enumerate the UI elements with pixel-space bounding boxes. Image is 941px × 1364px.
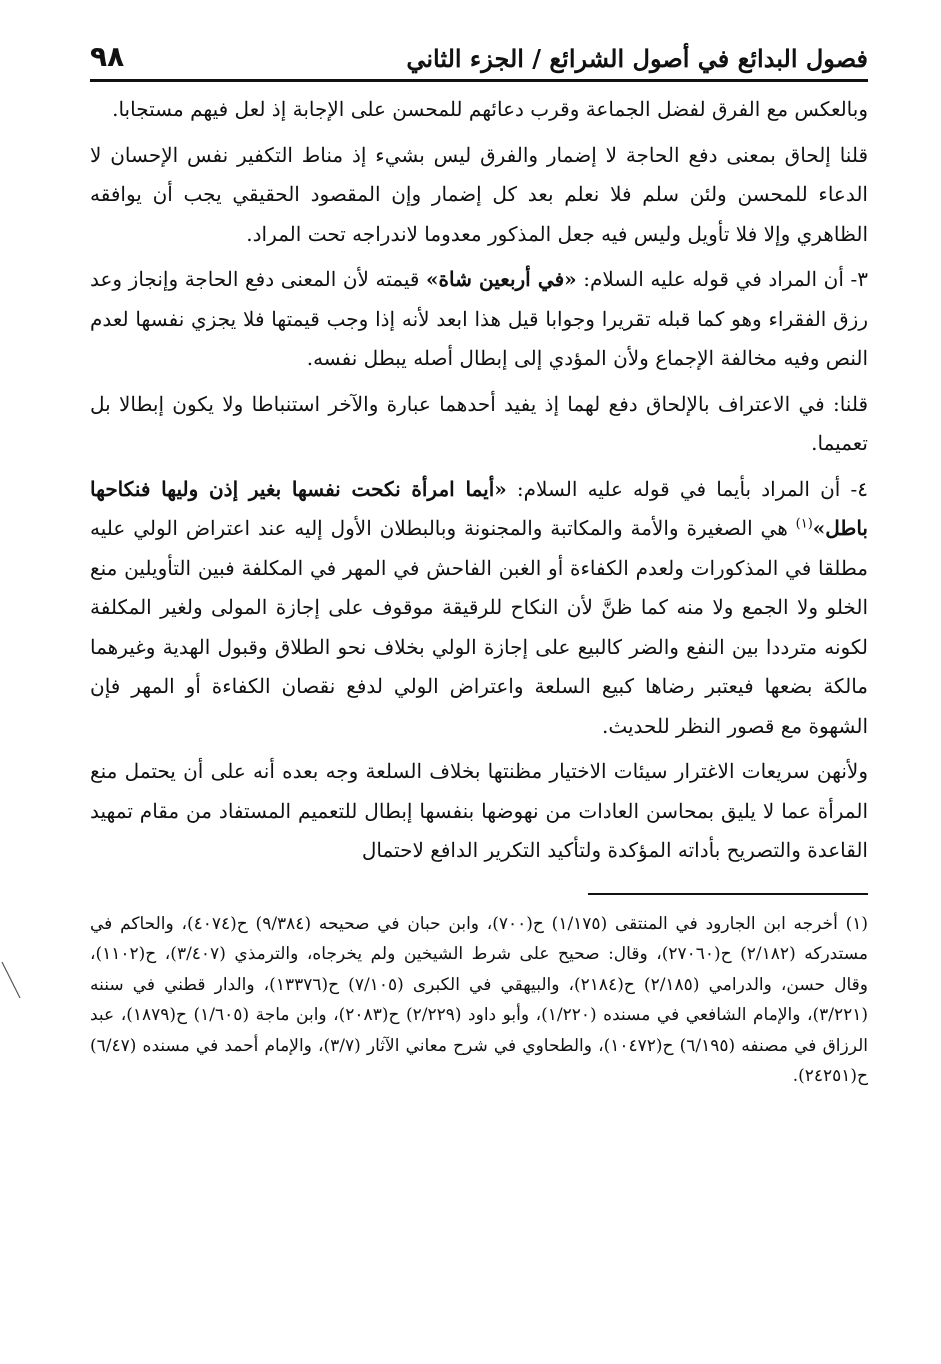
scan-edge-mark [0,960,24,1000]
footnote-ref: (١) [795,516,813,532]
main-text [90,90,868,871]
paragraph-3-rest: قيمته لأن المعنى دفع الحاجة وإنجاز وعد رزق الفقراء وهو كما قبله تقريرا وجوابا قيل هذا ابعد لأنه إذا وجب قيمتها فلا يجزي نفسها لعدم النص وفيه مخالفة الإجماع ولأن المؤدي إلى إبطال أصله يبطل نفسه. [90,267,868,370]
footnotes [90,909,868,1092]
paragraph-1: وبالعكس مع الفرق لفضل الجماعة وقرب دعائهم للمحسن على الإجابة إذ لعل فيهم مستجابا. [112,97,868,121]
footnote-divider [588,893,868,895]
page-number: ٩٨ [90,40,125,73]
book-page [90,28,868,1092]
hadith-quote-2: «أيما امرأة نكحت نفسها بغير إذن وليها فنكاحها باطل» [90,476,868,540]
paragraph-5-lead: ٤- أن المراد بأيما في قوله عليه السلام: [506,476,868,501]
running-title: فصول البدائع في أصول الشرائع / الجزء الثاني [406,44,868,73]
hadith-quote-1: «في أربعين شاة» [426,267,577,291]
page-header [90,28,868,82]
paragraph-5 [90,470,868,747]
paragraph-3 [90,260,868,379]
paragraph-5-rest: هي الصغيرة والأمة والمكاتبة والمجنونة وبالبطلان الأول إليه عند اعتراض الولي عليه مطلقا في المذكورات ولعدم الكفاءة أو الغبن الفاحش في المهر في المكلفة فبين التأويلين منع الخلو ولا الجمع ولا منه كما ظنَّ لأن النكاح للرقيقة موقوف على إجازة المولى ولغير المكلفة لكونه مترددا بين النفع والضر كالبيع على إجازة الولي بخلاف نحو الطلاق وقبول الهدية وغيرهما مالكة بضعها فيعتبر رضاها كبيع السلعة واعتراض الولي لدفع نقصان الكفاءة أو المهر فإن الشهوة مع قصور النظر للحديث. [90,516,868,738]
paragraph-3-lead: ٣- أن المراد في قوله عليه السلام: [576,267,868,291]
paragraph-6: ولأنهن سريعات الاغترار سيئات الاختيار مظنتها بخلاف السلعة وجه بعده أنه على أن يحتمل منع المرأة عما لا يليق بمحاسن العادات من نهوضها بنفسها إبطال للتعميم المستفاد من مقام تمهيد القاعدة والتصريح بأداته المؤكدة ولتأكيد التكرير الدافع لاحتمال [90,759,868,862]
footnote-1: (١) أخرجه ابن الجارود في المنتقى (١/١٧٥) ح(٧٠٠)، وابن حبان في صحيحه (٩/٣٨٤) ح(٤٠٧٤)، والحاكم في مستدركه (٢/١٨٢) ح(٢٧٠٦٠)، وقال: صحيح على شرط الشيخين ولم يخرجاه، والترمذي (٣/٤٠٧)، ح(١١٠٢)، وقال حسن، والدرامي (٢/١٨٥) ح(٢١٨٤)، والبيهقي في الكبرى (٧/١٠٥) ح(١٣٣٧٦)، والدار قطني في سننه (٣/٢٢١)، والإمام الشافعي في مسنده (١/٢٢٠)، وأبو داود (٢/٢٢٩) ح(٢٠٨٣)، وابن ماجة (١/٦٠٥) ح(١٨٧٩)، عبد الرزاق في مصنفه (٦/١٩٥) ح(١٠٤٧٢)، والطحاوي في شرح معاني الآثار (٣/٧)، والإمام أحمد في مسنده (٦/٤٧) ح(٢٤٢٥١). [90,913,869,1086]
paragraph-4: قلنا: في الاعتراف بالإلحاق دفع لهما إذ يفيد أحدهما عبارة والآخر استنباطا ولا يكون إبطالا بل تعميما. [90,391,868,455]
paragraph-2: قلنا إلحاق بمعنى دفع الحاجة لا إضمار والفرق ليس بشيء إذ مناط التكفير نفس الإحسان لا الدعاء للمحسن ولئن سلم فلا نعلم بعد كل إضمار وإن المقصود الحقيقي يجب أن يوافقه الظاهري وإلا فلا تأويل وليس فيه جعل المذكور معدوما لاندراجه تحت المراد. [90,142,869,246]
